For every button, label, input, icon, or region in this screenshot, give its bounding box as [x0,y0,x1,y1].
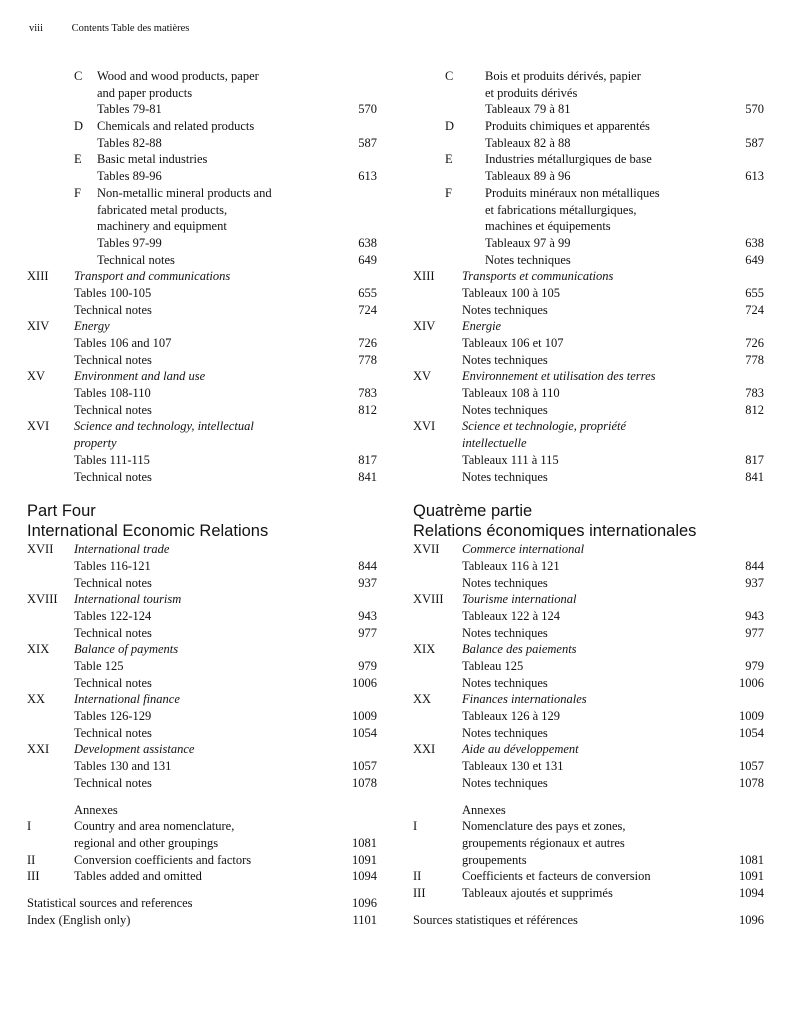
entry-text: Wood and wood products, paper [97,69,259,83]
entry-text: Tables 82-88 [97,135,162,150]
subsection-letter: F [445,185,452,200]
entry-text: Statistical sources and references [27,895,193,910]
toc-entry [413,335,764,352]
toc-entry [27,402,377,419]
entry-text: Technical notes [97,252,175,267]
chapter-number: XV [27,369,46,384]
page-number: 1078 [352,775,377,790]
chapter-number: XX [413,692,432,707]
page-number: 841 [358,469,377,484]
toc-entry [413,541,764,558]
entry-text: Non-metallic mineral products and [97,185,272,200]
entry-text: Tableaux 116 à 121 [462,558,560,573]
annexes-heading [27,802,377,819]
entry-text: Tables 106 and 107 [74,336,172,350]
page-number: 817 [358,452,377,467]
toc-entry [413,691,764,708]
entry-text: Tables added and omitted [74,869,202,884]
toc-entry [27,452,377,469]
right-annexes [413,818,764,901]
running-title: Contents Table des matières [71,23,190,34]
toc-entry [413,912,764,929]
subsection-letter: C [445,69,454,83]
entry-text: Chemicals and related products [97,119,255,134]
entry-text: groupements régionaux et autres [462,835,625,850]
toc-entry [413,352,764,369]
page-number: 724 [745,302,764,317]
toc-entry [413,402,764,419]
entry-text: Industries métallurgiques de base [485,152,652,167]
toc-entry [27,818,377,835]
page-number: 1057 [352,759,377,774]
toc-entry [413,708,764,725]
toc-entry [413,68,764,85]
page-number: 817 [745,452,764,467]
toc-entry [413,591,764,608]
page-number: 1009 [739,709,764,724]
chapter-number: II [27,852,36,867]
annexes-title: Annexes [462,802,506,817]
entry-text: Tableaux 130 et 131 [462,759,564,774]
entry-text: Tableaux 108 à 110 [462,386,560,401]
entry-text: International finance [74,692,180,707]
entry-text: Tableaux 97 à 99 [485,235,571,250]
entry-text: Tables 108-110 [74,386,151,401]
left-block1 [27,68,377,268]
entry-text: Country and area nomenclature, [74,819,235,834]
left-block2 [27,268,377,485]
entry-text: Tables 126-129 [74,709,152,724]
entry-text: Tables 79-81 [97,102,162,117]
toc-entry [27,758,377,775]
toc-entry [27,218,377,235]
chapter-number: XIII [413,269,435,284]
toc-entry [27,252,377,269]
chapter-number: XVIII [413,592,444,607]
entry-text: Table 125 [74,659,124,673]
toc-entry [27,541,377,558]
page-number: 943 [358,608,377,623]
entry-text: groupements [462,852,527,867]
toc-entry [27,675,377,692]
chapter-number: XIX [27,642,50,657]
right-block2 [413,268,764,485]
entry-text: Index (English only) [27,912,131,927]
left-footer [27,895,377,928]
entry-text: Technical notes [74,352,152,367]
subsection-letter: E [445,152,453,167]
entry-text: Tables 116-121 [74,558,151,573]
toc-entry [27,185,377,202]
page-number: 613 [358,169,377,184]
toc-entry [27,202,377,219]
toc-entry [27,591,377,608]
toc-entry [413,868,764,885]
toc-entry [413,168,764,185]
toc-entry [27,385,377,402]
toc-entry [27,658,377,675]
entry-text: Notes techniques [462,352,548,367]
toc-entry [413,675,764,692]
entry-text: Tables 111-115 [74,452,150,467]
chapter-number: III [27,869,40,884]
toc-entry [413,185,764,202]
toc-entry [27,625,377,642]
toc-entry [413,452,764,469]
entry-text: Conversion coefficients and factors [74,852,252,867]
chapter-number: XV [413,369,432,384]
entry-text: and paper products [97,85,193,100]
chapter-number: XVI [413,419,436,434]
entry-text: Commerce international [462,542,585,557]
toc-entry [413,641,764,658]
chapter-number: XXI [413,742,436,757]
entry-text: Finances internationales [462,692,587,707]
page-number: 638 [745,235,764,250]
toc-entry [413,85,764,102]
page-number: 570 [745,102,764,117]
entry-text: Tourisme international [462,592,577,607]
entry-text: et fabrications métallurgiques, [485,202,637,217]
entry-text: Tableaux ajoutés et supprimés [462,885,613,900]
entry-text: Technical notes [74,402,152,417]
entry-text: Tables 100-105 [74,285,152,300]
french-column [413,68,764,928]
entry-text: Tables 122-124 [74,608,152,623]
entry-text: Tableaux 100 à 105 [462,285,561,300]
entry-text: Tableaux 122 à 124 [462,608,561,623]
toc-entry [27,608,377,625]
page-number: 1054 [739,725,764,740]
toc-entry [27,868,377,885]
toc-entry [27,101,377,118]
toc-entry [27,302,377,319]
chapter-number: XVI [27,419,50,434]
entry-text: Technical notes [74,575,152,590]
toc-entry [413,741,764,758]
toc-entry [413,318,764,335]
entry-text: Tableaux 111 à 115 [462,452,559,467]
page-number: 1054 [352,725,377,740]
entry-text: Notes techniques [485,252,571,267]
running-header [29,23,189,34]
entry-text: Technical notes [74,469,152,484]
chapter-number: XIV [413,319,436,334]
subsection-letter: D [445,119,455,134]
toc-entry [27,135,377,152]
page-number: 1094 [739,885,764,900]
entry-text: Tables 130 and 131 [74,759,172,774]
chapter-number: III [413,885,426,900]
toc-entry [413,135,764,152]
chapter-number: XX [27,692,46,707]
annexes-title: Annexes [74,802,118,817]
entry-text: Notes techniques [462,302,548,317]
page-number: 1101 [352,912,377,927]
toc-entry [413,775,764,792]
toc-entry [413,218,764,235]
toc-entry [27,912,377,929]
entry-text: Tableaux 126 à 129 [462,709,561,724]
toc-entry [27,85,377,102]
right-block3 [413,541,764,791]
entry-text: Tableaux 82 à 88 [485,135,571,150]
chapter-number: I [413,819,418,834]
toc-entry [27,318,377,335]
page-number: 649 [745,252,764,267]
entry-text: Environment and land use [74,369,206,384]
page-number: 979 [745,659,764,673]
page-number: 977 [358,625,377,640]
chapter-number: XIX [413,642,436,657]
toc-entry [27,775,377,792]
page-number: 587 [745,135,764,150]
toc-entry [27,691,377,708]
part-title-line2: Relations économiques internationales [413,522,697,541]
page-number: 812 [358,402,377,417]
toc-entry [27,835,377,852]
toc-entry [413,885,764,902]
entry-text: Coefficients et facteurs de conversion [462,869,651,884]
toc-entry [413,101,764,118]
page-number: 1009 [352,709,377,724]
entry-text: International trade [74,542,170,557]
page-number: 943 [745,608,764,623]
toc-entry [27,435,377,452]
entry-text: Nomenclature des pays et zones, [462,819,626,834]
entry-text: Technical notes [74,725,152,740]
part-title-line1: Part Four [27,502,96,521]
toc-entry [413,758,764,775]
entry-text: Aide au développement [462,742,579,757]
entry-text: Notes techniques [462,402,548,417]
toc-entry [27,469,377,486]
toc-entry [27,575,377,592]
page-number: 977 [745,625,764,640]
toc-entry [27,368,377,385]
english-column [27,68,377,928]
page-number: 1006 [739,675,764,690]
entry-text: Tables 89-96 [97,169,162,184]
entry-text: Science et technologie, propriété [462,419,627,434]
right-footer [413,912,764,929]
toc-entry [413,268,764,285]
entry-text: Environnement et utilisation des terres [462,369,656,384]
page-number: 638 [358,235,377,250]
entry-text: Tableau 125 [462,659,524,673]
chapter-number: II [413,869,422,884]
entry-text: Produits minéraux non métalliques [485,185,660,200]
toc-entry [413,285,764,302]
left-block3 [27,541,377,791]
page-number: 778 [358,352,377,367]
subsection-letter: F [74,185,81,200]
toc-entry [413,118,764,135]
entry-text: Science and technology, intellectual [74,419,254,434]
toc-entry [413,852,764,869]
entry-text: Energie [462,319,502,334]
entry-text: Balance des paiements [462,642,577,657]
toc-entry [27,895,377,912]
left-annexes [27,818,377,885]
entry-text: regional and other groupings [74,835,219,850]
toc-entry [27,285,377,302]
page-number: 937 [358,575,377,590]
toc-entry [27,641,377,658]
toc-entry [413,608,764,625]
page-number: 812 [745,402,764,417]
entry-text: machines et équipements [485,219,611,234]
page-number: 1006 [352,675,377,690]
entry-text: Notes techniques [462,575,548,590]
annexes-heading [413,802,764,819]
entry-text: machinery and equipment [97,219,227,234]
entry-text: intellectuelle [462,436,527,451]
toc-entry [27,268,377,285]
entry-text: Notes techniques [462,725,548,740]
chapter-number: XVII [27,542,54,557]
entry-text: Transport and communications [74,269,231,284]
entry-text: Produits chimiques et apparentés [485,119,650,134]
chapter-number: I [27,819,32,834]
toc-entry [27,118,377,135]
chapter-number: XVII [413,542,440,557]
toc-entry [413,235,764,252]
page-number: 979 [358,659,377,673]
entry-text: Technical notes [74,675,152,690]
page-number: 1096 [739,912,764,927]
page-number: 655 [745,285,764,300]
page-number: 613 [745,169,764,184]
page-number: 778 [745,352,764,367]
toc-entry [413,835,764,852]
page-number: 937 [745,575,764,590]
toc-entry [27,335,377,352]
entry-text: Notes techniques [462,675,548,690]
entry-text: Notes techniques [462,469,548,484]
toc-entry [413,385,764,402]
page-number: 783 [745,386,764,401]
toc-entry [27,68,377,85]
toc-entry [413,725,764,742]
toc-entry [413,202,764,219]
page-number: 1091 [352,852,377,867]
page-folio: viii [29,23,44,34]
toc-entry [27,352,377,369]
page-number: 1096 [352,895,377,910]
chapter-number: XIV [27,319,50,334]
page-number: 655 [358,285,377,300]
part-title-line2: International Economic Relations [27,522,269,541]
entry-text: Technical notes [74,775,152,790]
toc-entry [413,302,764,319]
chapter-number: XIII [27,269,49,284]
page-number: 844 [745,558,764,573]
entry-text: Basic metal industries [97,152,208,167]
toc-entry [413,151,764,168]
entry-text: Balance of payments [74,642,179,657]
page-number: 844 [358,558,377,573]
toc-entry [413,558,764,575]
entry-text: International tourism [74,592,182,607]
page-number: 724 [358,302,377,317]
toc-entry [413,625,764,642]
page-number: 726 [358,336,377,350]
toc-entry [413,469,764,486]
entry-text: Energy [74,319,110,334]
page-number: 1078 [739,775,764,790]
entry-text: Transports et communications [462,269,614,284]
chapter-number: XXI [27,742,50,757]
subsection-letter: E [74,152,82,167]
toc-entry [27,168,377,185]
right-block1 [413,68,764,268]
page-number: 649 [358,252,377,267]
toc-entry [413,818,764,835]
page-number: 1081 [352,835,377,850]
page-number: 1094 [352,869,377,884]
subsection-letter: D [74,119,84,134]
toc-entry [413,252,764,269]
page-number: 1081 [739,852,764,867]
entry-text: et produits dérivés [485,85,578,100]
toc-entry [413,418,764,435]
chapter-number: XVIII [27,592,58,607]
toc-entry [27,235,377,252]
toc-entry [413,435,764,452]
toc-entry [27,151,377,168]
toc-entry [27,418,377,435]
entry-text: fabricated metal products, [97,202,228,217]
part-title-line1: Quatrème partie [413,502,533,521]
toc-entry [27,558,377,575]
entry-text: Notes techniques [462,775,548,790]
entry-text: Tableaux 89 à 96 [485,169,571,184]
page-number: 841 [745,469,764,484]
page-number: 726 [745,336,764,350]
page-number: 570 [358,102,377,117]
toc-entry [413,575,764,592]
entry-text: Tableaux 79 à 81 [485,102,571,117]
entry-text: property [74,436,117,451]
toc-entry [27,741,377,758]
toc-entry [27,708,377,725]
subsection-letter: C [74,69,83,83]
toc-entry [27,725,377,742]
entry-text: Sources statistiques et références [413,912,578,927]
entry-text: Development assistance [74,742,195,757]
page-number: 783 [358,386,377,401]
entry-text: Bois et produits dérivés, papier [485,69,641,83]
entry-text: Tables 97-99 [97,235,162,250]
entry-text: Tableaux 106 et 107 [462,336,564,350]
page-number: 1091 [739,869,764,884]
toc-entry [27,852,377,869]
entry-text: Technical notes [74,302,152,317]
toc-entry [413,368,764,385]
toc-entry [413,658,764,675]
entry-text: Technical notes [74,625,152,640]
page-number: 587 [358,135,377,150]
page-number: 1057 [739,759,764,774]
entry-text: Notes techniques [462,625,548,640]
